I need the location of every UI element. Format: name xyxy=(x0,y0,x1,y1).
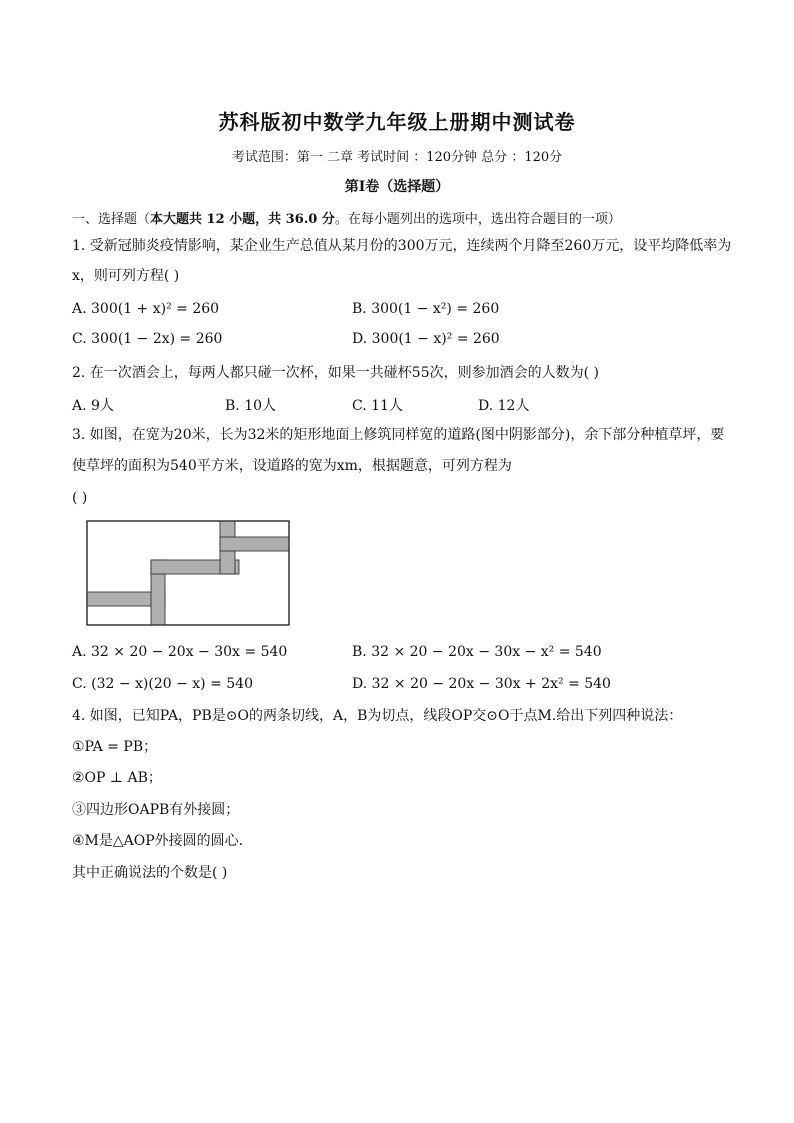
q1-line2: x，则可列方程( ) xyxy=(72,268,180,284)
q2-option-a: A. 9人 xyxy=(72,398,114,414)
exam-info: 考试范围：第一 二章 考试时间 ：120分钟 总分 ：120分 xyxy=(231,150,563,165)
section-heading xyxy=(72,208,621,227)
q3-option-c: C. (32 − x)(20 − x) = 540 xyxy=(72,676,253,692)
section-suffix: 。在每小题列出的选项中，选出符合题目的一项） xyxy=(334,212,621,227)
q4-item-3: ③四边形OAPB有外接圆； xyxy=(72,802,240,818)
q4-item-4: ④M是△AOP外接圆的圆心. xyxy=(72,833,244,849)
page-title: 苏科版初中数学九年级上册期中测试卷 xyxy=(218,110,576,134)
q3-line1: 3. 如图，在宽为20米，长为32米的矩形地面上修筑同样宽的道路(图中阴影部分)，余下部分种植草坪，要 xyxy=(72,427,725,443)
q2-option-c: C. 11人 xyxy=(352,398,403,414)
q3-option-a: A. 32 × 20 − 20x − 30x = 540 xyxy=(72,644,288,660)
q4-ask: 其中正确说法的个数是( ) xyxy=(72,865,228,881)
road-segment-5 xyxy=(220,537,289,551)
q3-line2: 使草坪的面积为540平方米，设道路的宽为xm，根据题意，可列方程为 xyxy=(72,458,512,474)
q4-item-2: ②OP ⊥ AB； xyxy=(72,770,162,786)
q1-option-c: C. 300(1 − 2x) = 260 xyxy=(72,331,223,347)
q4-line1: 4. 如图，已知PA，PB是⊙O的两条切线，A，B为切点，线段OP交⊙O于点M.给出下列四种说法： xyxy=(72,708,683,724)
q1-option-a: A. 300(1 + x)² = 260 xyxy=(72,301,220,317)
q3-line3: ( ) xyxy=(72,490,88,506)
q2-option-b: B. 10人 xyxy=(225,398,277,414)
road-figure xyxy=(86,520,292,628)
q2-line1: 2. 在一次酒会上，每两人都只碰一次杯，如果一共碰杯55次，则参加酒会的人数为( ) xyxy=(72,365,599,381)
q3-option-b: B. 32 × 20 − 20x − 30x − x² = 540 xyxy=(352,644,602,660)
part-heading: 第Ⅰ卷（选择题） xyxy=(344,179,450,195)
q1-option-b: B. 300(1 − x²) = 260 xyxy=(352,301,500,317)
section-bold: 本大题共 12 小题，共 36.0 分 xyxy=(150,212,335,227)
section-prefix: 一、选择题（ xyxy=(72,212,151,227)
q4-item-1: ①PA = PB； xyxy=(72,739,158,755)
q1-line1: 1. 受新冠肺炎疫情影响，某企业生产总值从某月份的300万元，连续两个月降至260万元，设平均降低率为 xyxy=(72,238,732,254)
q3-option-d: D. 32 × 20 − 20x − 30x + 2x² = 540 xyxy=(352,676,611,692)
q2-option-d: D. 12人 xyxy=(478,398,530,414)
q1-option-d: D. 300(1 − x)² = 260 xyxy=(352,331,500,347)
